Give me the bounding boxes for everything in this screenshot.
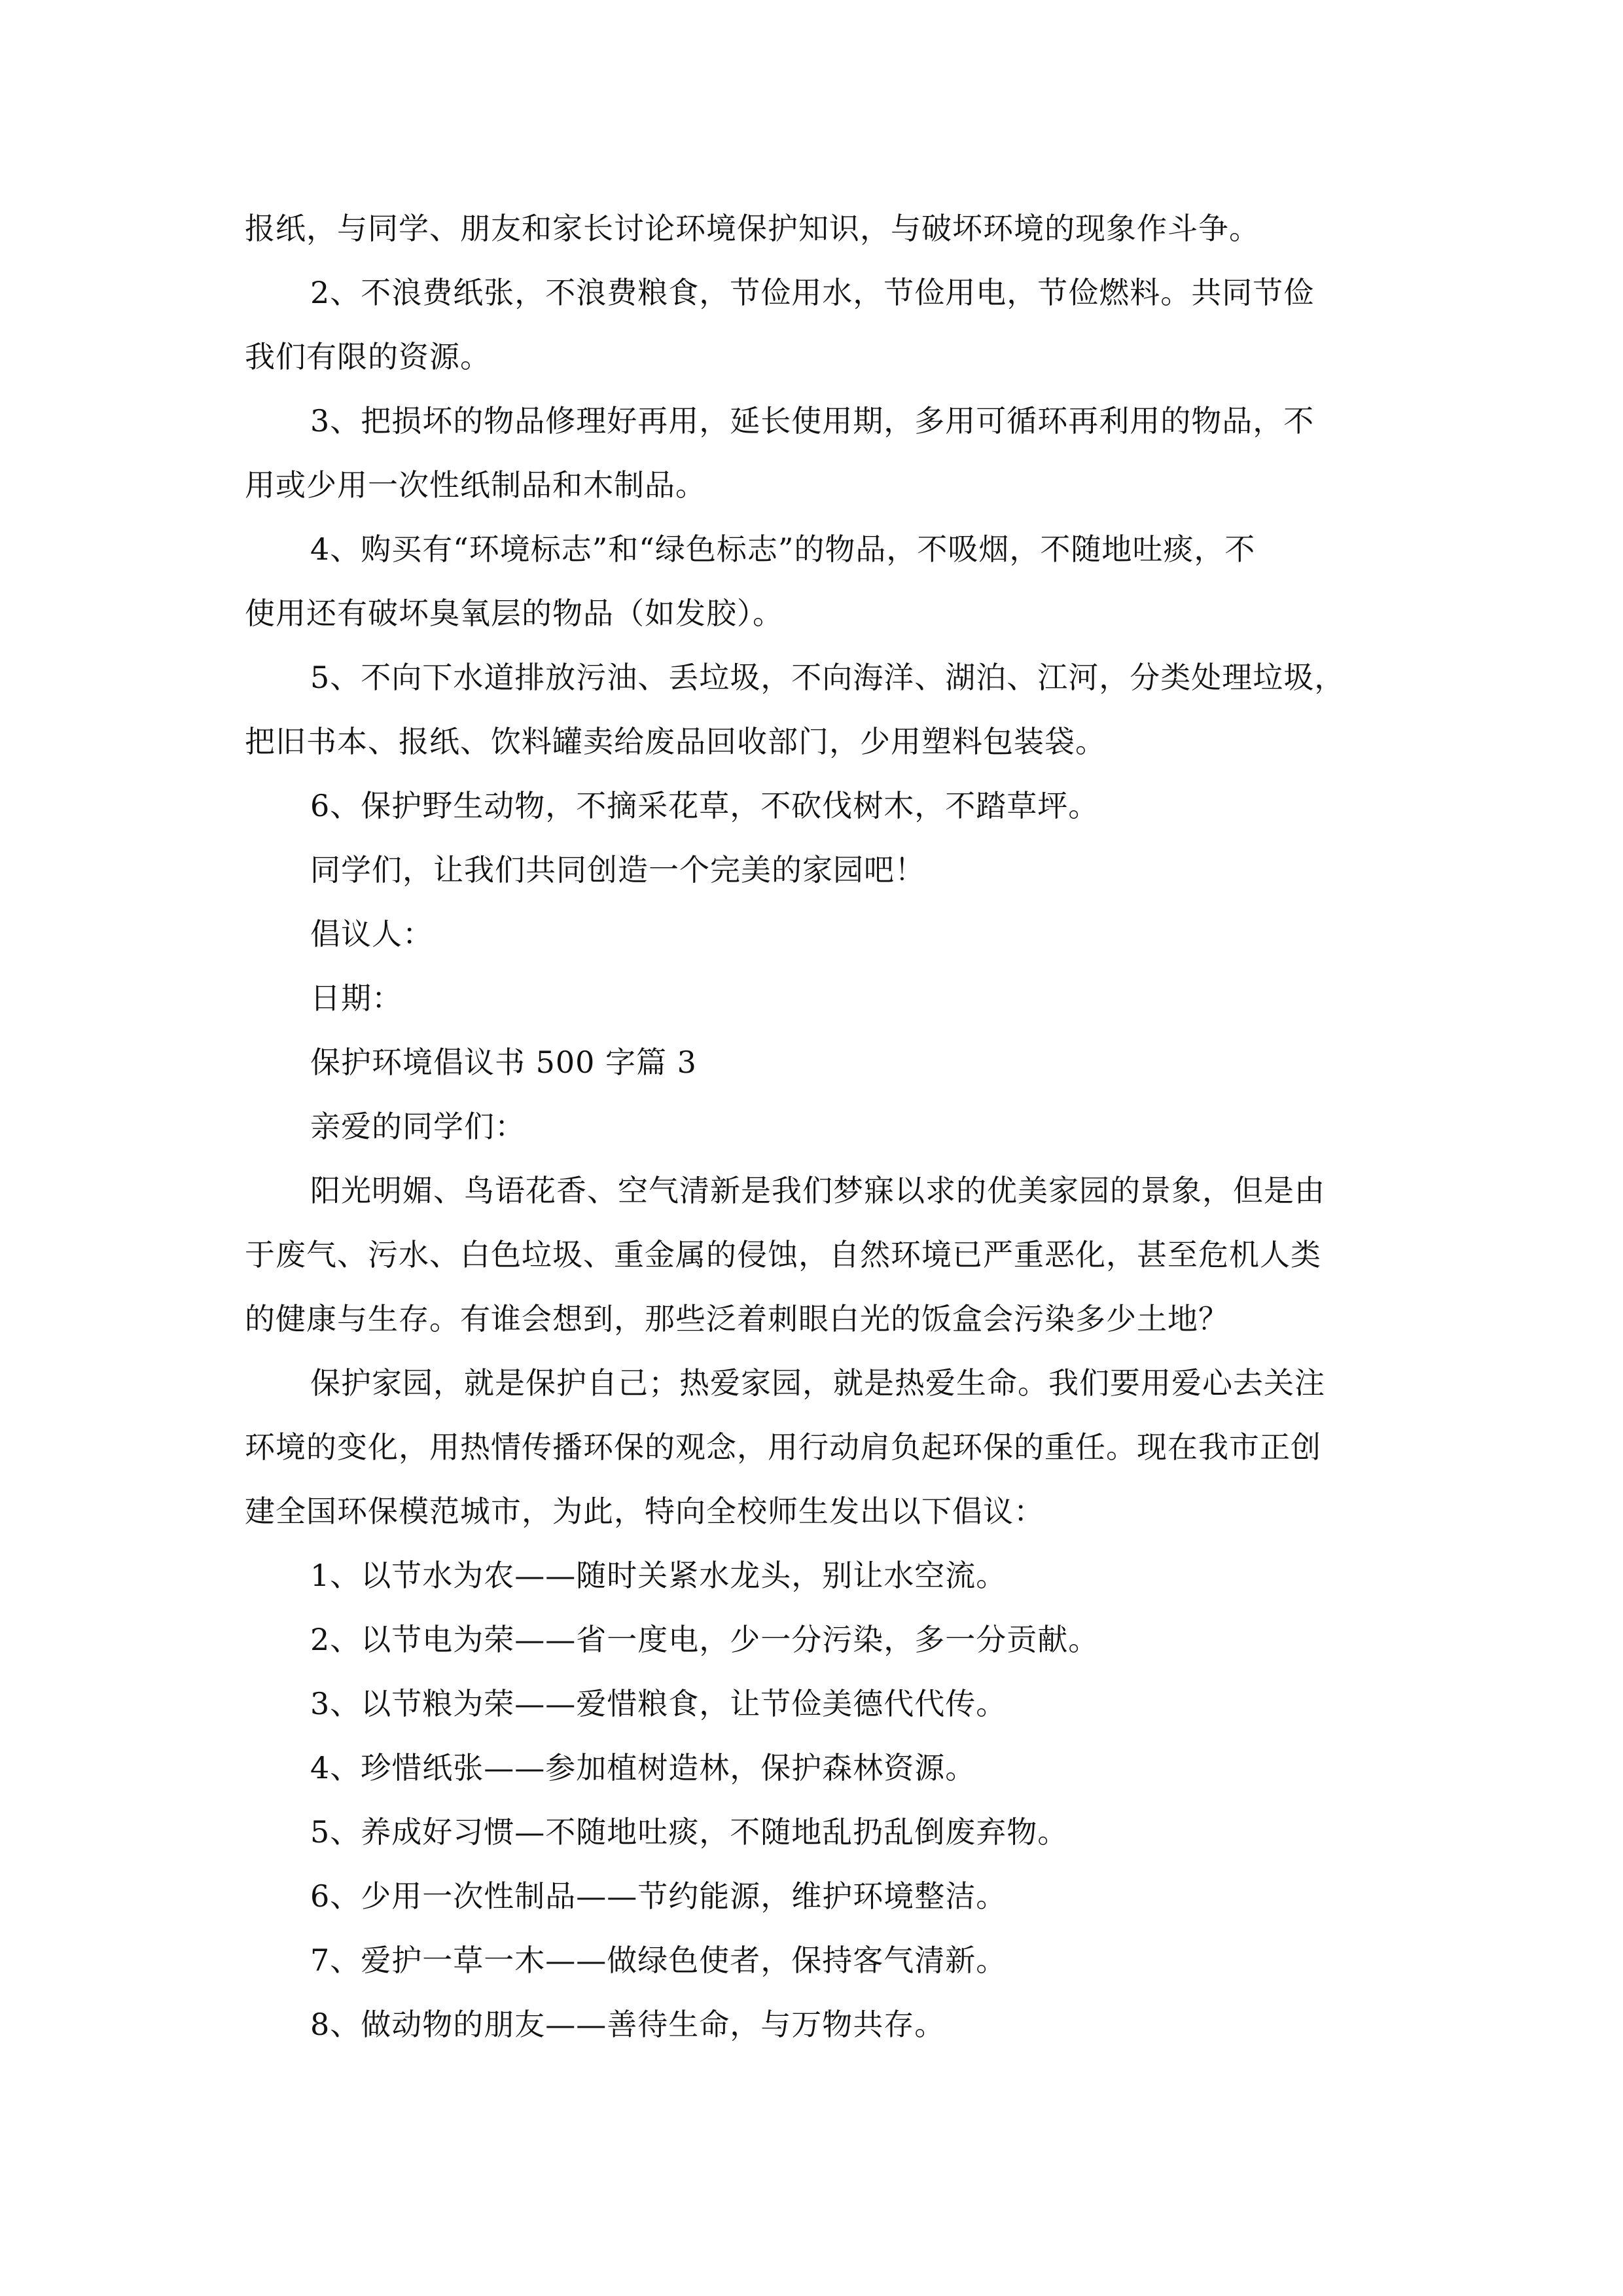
document-body <box>245 196 1397 2056</box>
list-item: 2、以节电为荣——省一度电，少一分污染，多一分贡献。 <box>310 1622 1099 1657</box>
text-line: 5、不向下水道排放污油、丢垃圾，不向海洋、湖泊、江河，分类处理垃圾， <box>310 660 1346 695</box>
list-item: 1、以节水为农——随时关紧水龙头，别让水空流。 <box>310 1558 1007 1593</box>
text-line: 6、保护野生动物，不摘采花草，不砍伐树木，不踏草坪。 <box>310 788 1099 823</box>
section-title: 保护环境倡议书 500 字篇 3 <box>310 1045 697 1080</box>
date-label: 日期： <box>310 980 402 1016</box>
list-item: 3、以节粮为荣——爱惜粮食，让节俭美德代代传。 <box>310 1686 1007 1721</box>
text-line: 阳光明媚、鸟语花香、空气清新是我们梦寐以求的优美家园的景象，但是由 <box>310 1173 1325 1208</box>
closing-line: 同学们，让我们共同创造一个完美的家园吧！ <box>310 852 925 888</box>
text-line: 报纸，与同学、朋友和家长讨论环境保护知识，与破坏环境的现象作斗争。 <box>245 211 1260 246</box>
salutation: 亲爱的同学们： <box>310 1109 526 1144</box>
list-item: 4、珍惜纸张——参加植树造林，保护森林资源。 <box>310 1750 976 1785</box>
text-line: 3、把损坏的物品修理好再用，延长使用期，多用可循环再利用的物品，不 <box>310 403 1315 439</box>
signatory-label: 倡议人： <box>310 916 433 952</box>
text-line: 4、购买有“环境标志”和“绿色标志”的物品，不吸烟，不随地吐痰，不 <box>310 531 1256 567</box>
text-line: 我们有限的资源。 <box>245 339 491 374</box>
text-line: 保护家园，就是保护自己；热爱家园，就是热爱生命。我们要用爱心去关注 <box>310 1365 1325 1401</box>
text-line: 2、不浪费纸张，不浪费粮食，节俭用水，节俭用电，节俭燃料。共同节俭 <box>310 275 1315 310</box>
text-line: 用或少用一次性纸制品和木制品。 <box>245 467 706 503</box>
text-line: 的健康与生存。有谁会想到，那些泛着刺眼白光的饭盒会污染多少土地？ <box>245 1301 1229 1336</box>
text-line: 建全国环保模范城市，为此，特向全校师生发出以下倡议： <box>245 1494 1044 1529</box>
text-line: 环境的变化，用热情传播环保的观念，用行动肩负起环保的重任。现在我市正创 <box>245 1429 1321 1465</box>
list-item: 7、爱护一草一木——做绿色使者，保持客气清新。 <box>310 1943 1007 1978</box>
list-item: 6、少用一次性制品——节约能源，维护环境整洁。 <box>310 1878 1007 1914</box>
text-line: 于废气、污水、白色垃圾、重金属的侵蚀，自然环境已严重恶化，甚至危机人类 <box>245 1237 1321 1272</box>
text-line: 把旧书本、报纸、饮料罐卖给废品回收部门，少用塑料包装袋。 <box>245 724 1106 759</box>
text-line: 使用还有破坏臭氧层的物品（如发胶）。 <box>245 596 783 631</box>
list-item: 5、养成好习惯—不随地吐痰，不随地乱扔乱倒废弃物。 <box>310 1814 1069 1850</box>
list-item: 8、做动物的朋友——善待生命，与万物共存。 <box>310 2007 946 2042</box>
